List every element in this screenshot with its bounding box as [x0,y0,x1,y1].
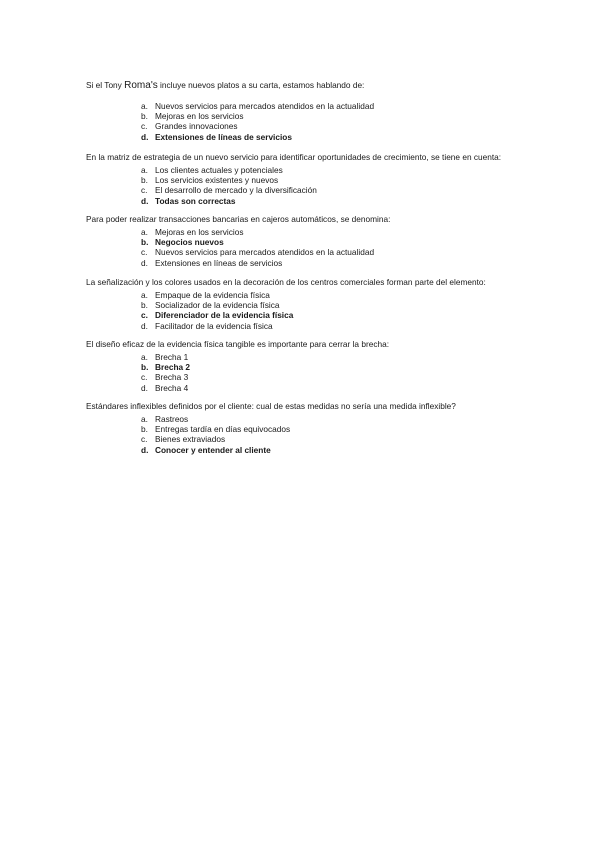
option-c [86,372,576,382]
option-d [86,132,576,142]
option-letter: b. [141,110,148,121]
option-text: Todas son correctas [155,195,236,206]
option-b [86,111,576,121]
option-letter: a. [141,413,148,424]
option-c [86,247,576,257]
stem-text: Si el Tony [86,80,125,90]
option-letter: a. [141,351,148,362]
option-letter: c. [141,310,148,321]
question-stem: En la matriz de estrategia de un nuevo servicio para identificar oportunidades de crecimiento, se tiene en cuenta: [86,152,502,162]
option-letter: d. [141,257,148,268]
option-letter: d. [141,131,149,142]
question-stem: La señalización y los colores usados en la decoración de los centros comerciales forman parte del elemento: [86,277,486,287]
option-text: Mejoras en los servicios [155,226,244,237]
option-letter: a. [141,289,148,300]
option-a [86,101,576,111]
option-d [86,445,576,455]
option-letter: b. [141,236,149,247]
option-text: Negocios nuevos [155,236,224,247]
option-text: Los servicios existentes y nuevos [155,174,279,185]
option-b [86,175,576,185]
option-text: Facilitador de la evidencia física [155,320,273,331]
option-letter: d. [141,195,149,206]
question-2 [86,152,576,206]
option-letter: b. [141,361,149,372]
option-text: Conocer y entender al cliente [155,444,271,455]
option-list [86,101,576,143]
option-text: Bienes extraviados [155,434,226,445]
option-b [86,362,576,372]
option-text: Rastreos [155,413,189,424]
option-a [86,414,576,424]
option-d [86,196,576,206]
option-list [86,227,576,269]
option-a [86,290,576,300]
option-text: Extensiones en líneas de servicios [155,257,283,268]
question-4 [86,277,576,331]
option-d [86,383,576,393]
option-letter: b. [141,299,148,310]
option-list [86,414,576,456]
option-text: El desarrollo de mercado y la diversificación [155,185,317,196]
stem-text: incluye nuevos platos a su carta, estamos hablando de: [157,80,365,90]
option-d [86,321,576,331]
option-text: Grandes innovaciones [155,121,238,132]
question-stem [86,80,576,92]
question-stem: Para poder realizar transacciones bancarias en cajeros automáticos, se denomina: [86,214,391,224]
option-text: Brecha 2 [155,361,191,372]
option-text: Nuevos servicios para mercados atendidos en la actualidad [155,100,375,111]
question-1 [86,80,576,142]
option-letter: c. [141,372,148,383]
option-c [86,185,576,195]
option-b [86,237,576,247]
option-letter: d. [141,320,148,331]
option-letter: d. [141,444,149,455]
option-text: Nuevos servicios para mercados atendidos en la actualidad [155,247,375,258]
option-c [86,434,576,444]
option-b [86,424,576,434]
option-letter: c. [141,247,148,258]
option-c [86,121,576,131]
option-letter: c. [141,434,148,445]
option-a [86,227,576,237]
option-d [86,258,576,268]
option-letter: b. [141,423,148,434]
option-letter: d. [141,382,148,393]
option-a [86,165,576,175]
question-6 [86,401,576,455]
option-c [86,310,576,320]
option-list [86,165,576,207]
option-text: Extensiones de líneas de servicios [155,131,292,142]
question-stem: Estándares inflexibles definidos por el cliente: cual de estas medidas no sería una medida inflexible? [86,401,456,411]
option-letter: c. [141,185,148,196]
option-a [86,352,576,362]
option-text: Socializador de la evidencia física [155,299,280,310]
option-letter: b. [141,174,148,185]
option-letter: a. [141,100,148,111]
option-text: Mejoras en los servicios [155,110,244,121]
option-list [86,352,576,394]
option-letter: c. [141,121,148,132]
question-3 [86,214,576,268]
question-5 [86,339,576,393]
brand-name: Roma's [124,80,158,91]
option-letter: a. [141,226,148,237]
option-text: Los clientes actuales y potenciales [155,164,283,175]
option-text: Brecha 4 [155,382,189,393]
option-letter: a. [141,164,148,175]
question-stem: El diseño eficaz de la evidencia física tangible es importante para cerrar la brecha: [86,339,390,349]
option-b [86,300,576,310]
option-text: Empaque de la evidencia física [155,289,270,300]
option-text: Brecha 3 [155,372,189,383]
option-text: Entregas tardía en días equivocados [155,423,291,434]
option-list [86,290,576,332]
option-text: Diferenciador de la evidencia física [155,310,294,321]
option-text: Brecha 1 [155,351,189,362]
